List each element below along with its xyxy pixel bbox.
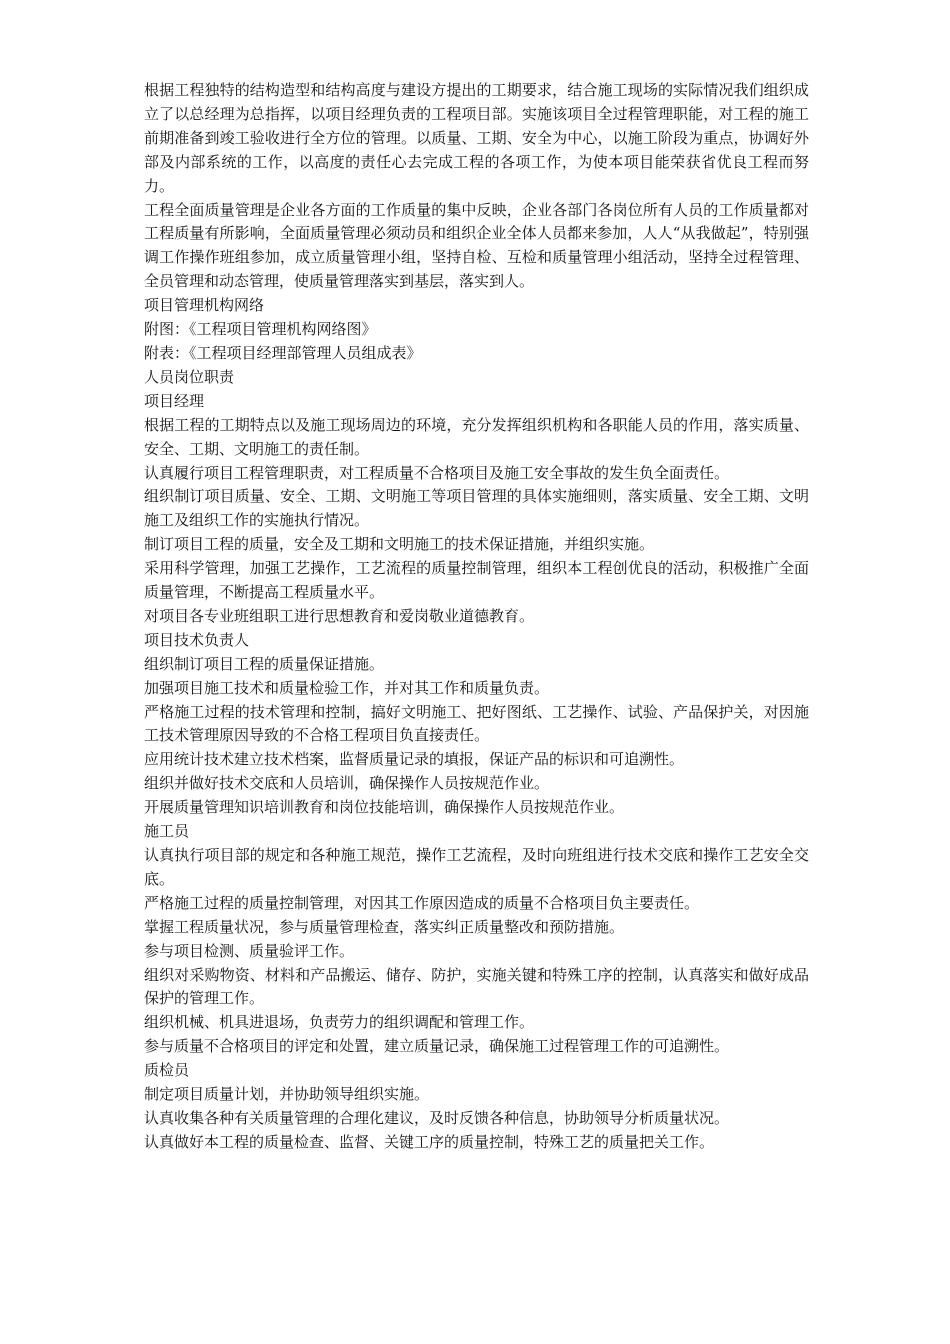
duty-item: 组织制订项目工程的质量保证措施。 [144, 654, 385, 673]
duty-item: 对项目各专业班组职工进行思想教育和爱岗敬业道德教育。 [144, 606, 535, 625]
quality-management-paragraph: 工程全面质量管理是企业各方面的工作质量的集中反映，企业各部门各岗位所有人员的工作质量都对工程质量有所影响，全面质量管理必须动员和组织企业全体人员都来参加，人人“从我做起”，特别强调工作操作班组参加，成立质量管理小组，坚持自检、互检和质量管理小组活动，坚持全过程管理、全员管理和动态管理，使质量管理落实到基层，落实到人。 [144, 200, 809, 291]
duty-item: 采用科学管理，加强工艺操作，工艺流程的质量控制管理，组织本工程创优良的活动，积极推广全面质量管理，不断提高工程质量水平。 [144, 559, 809, 602]
duty-item: 掌握工程质量状况，参与质量管理检查，落实纠正质量整改和预防措施。 [144, 917, 625, 936]
attachment-table-line: 附表：《工程项目经理部管理人员组成表》 [144, 343, 422, 362]
duty-item: 组织制订项目质量、安全、工期、文明施工等项目管理的具体实施细则，落实质量、安全工期、文明施工及组织工作的实施执行情况。 [144, 487, 809, 530]
duty-item: 根据工程的工期特点以及施工现场周边的环境，充分发挥组织机构和各职能人员的作用，落实质量、安全、工期、文明施工的责任制。 [144, 415, 809, 458]
duty-item: 严格施工过程的质量控制管理，对因其工作原因造成的质量不合格项目负主要责任。 [144, 893, 700, 912]
duty-item: 制订项目工程的质量，安全及工期和文明施工的技术保证措施，并组织实施。 [144, 535, 655, 554]
duty-item: 参与质量不合格项目的评定和处置，建立质量记录，确保施工过程管理工作的可追溯性。 [144, 1037, 730, 1056]
role-heading-quality-inspector: 质检员 [144, 1061, 190, 1080]
duty-item: 参与项目检测、质量验评工作。 [144, 941, 355, 960]
duty-item: 组织对采购物资、材料和产品搬运、储存、防护，实施关键和特殊工序的控制，认真落实和做好成品保护的管理工作。 [144, 965, 809, 1008]
section-heading-organization: 项目管理机构网络 [144, 296, 265, 315]
duty-item: 认真履行项目工程管理职责，对工程质量不合格项目及施工安全事故的发生负全面责任。 [144, 463, 730, 482]
duty-item: 组织机械、机具进退场，负责劳力的组织调配和管理工作。 [144, 1013, 535, 1032]
duty-item: 应用统计技术建立技术档案，监督质量记录的填报，保证产品的标识和可追溯性。 [144, 750, 685, 769]
duty-item: 认真执行项目部的规定和各种施工规范，操作工艺流程，及时向班组进行技术交底和操作工艺安全交底。 [144, 846, 809, 888]
role-heading-technical-lead: 项目技术负责人 [144, 630, 250, 649]
duty-item: 认真收集各种有关质量管理的合理化建议，及时反馈各种信息，协助领导分析质量状况。 [144, 1108, 730, 1127]
duty-item: 组织并做好技术交底和人员培训，确保操作人员按规范作业。 [144, 774, 550, 793]
duty-item: 制定项目质量计划，并协助领导组织实施。 [144, 1085, 430, 1104]
duty-item: 加强项目施工技术和质量检验工作，并对其工作和质量负责。 [144, 678, 550, 697]
duty-item: 开展质量管理知识培训教育和岗位技能培训，确保操作人员按规范作业。 [144, 798, 625, 817]
section-heading-duties: 人员岗位职责 [144, 367, 235, 386]
duty-item: 严格施工过程的技术管理和控制，搞好文明施工、把好图纸、工艺操作、试验、产品保护关，对因施工技术管理原因导致的不合格工程项目负直接责任。 [144, 702, 809, 745]
duty-item: 认真做好本工程的质量检查、监督、关键工序的质量控制，特殊工艺的质量把关工作。 [144, 1132, 715, 1151]
document-body [144, 79, 809, 1155]
role-heading-construction-officer: 施工员 [144, 822, 190, 841]
role-heading-project-manager: 项目经理 [144, 391, 205, 410]
attachment-figure-line: 附图：《工程项目管理机构网络图》 [144, 320, 377, 339]
intro-paragraph: 根据工程独特的结构造型和结构高度与建设方提出的工期要求，结合施工现场的实际情况我们组织成立了以总经理为总指挥，以项目经理负责的工程项目部。实施该项目全过程管理职能，对工程的施工前期准备到竣工验收进行全方位的管理。以质量、工期、安全为中心，以施工阶段为重点，协调好外部及内部系统的工作，以高度的责任心去完成工程的各项工作，为使本项目能荣获省优良工程而努力。 [144, 81, 809, 195]
